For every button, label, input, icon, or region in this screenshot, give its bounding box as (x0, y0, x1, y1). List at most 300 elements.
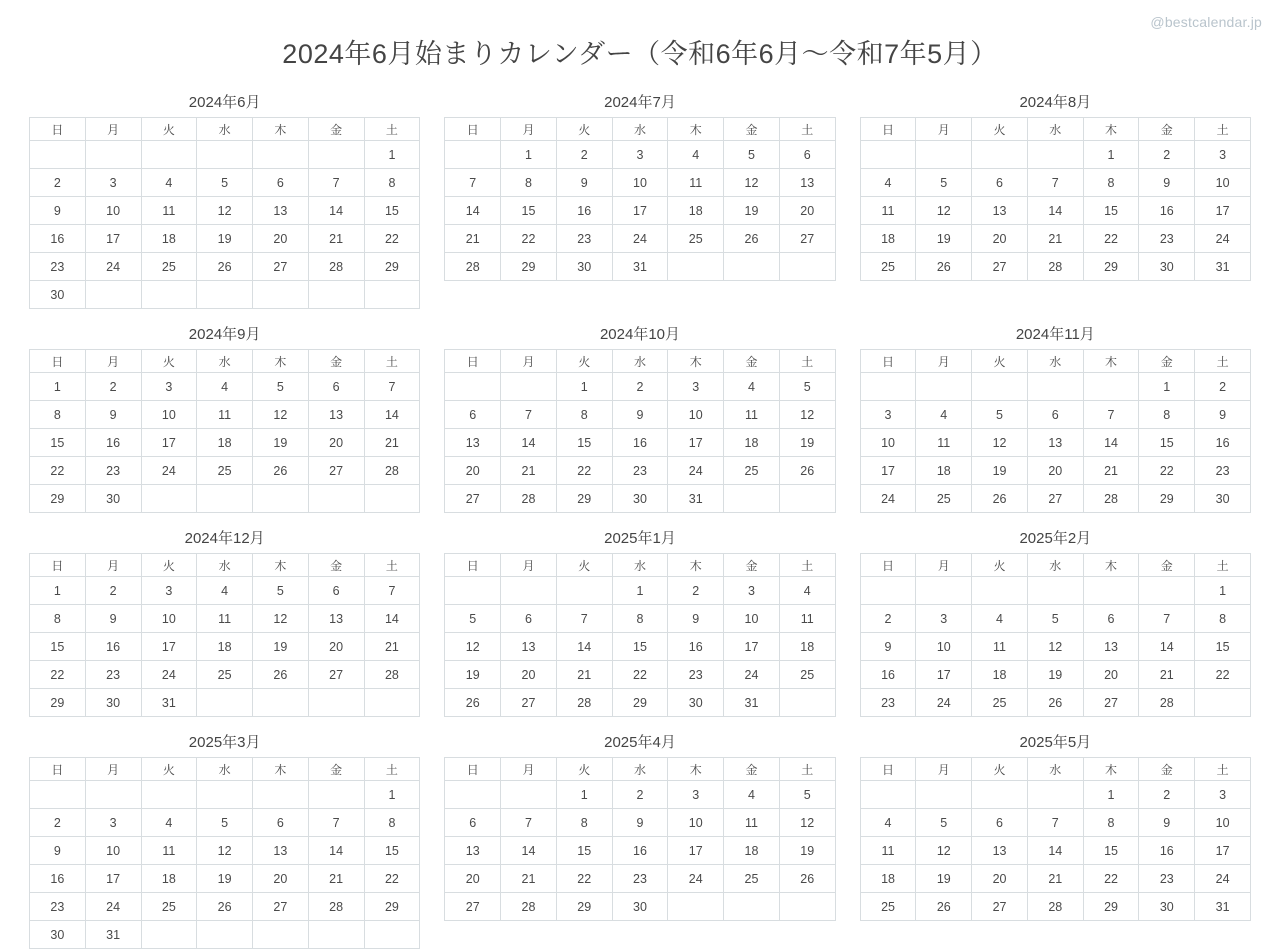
day-cell[interactable]: 27 (308, 661, 364, 689)
day-cell[interactable]: 20 (779, 197, 835, 225)
day-cell[interactable]: 7 (364, 577, 420, 605)
day-cell[interactable]: 10 (668, 401, 724, 429)
day-cell[interactable]: 9 (612, 401, 668, 429)
day-cell[interactable]: 27 (501, 689, 557, 717)
day-cell[interactable]: 13 (253, 197, 309, 225)
day-cell[interactable]: 22 (1083, 865, 1139, 893)
day-cell[interactable]: 9 (668, 605, 724, 633)
day-cell[interactable]: 6 (501, 605, 557, 633)
day-cell[interactable]: 25 (724, 865, 780, 893)
day-cell[interactable]: 26 (916, 893, 972, 921)
day-cell[interactable]: 8 (612, 605, 668, 633)
day-cell[interactable]: 21 (556, 661, 612, 689)
day-cell[interactable]: 21 (1083, 457, 1139, 485)
day-cell[interactable]: 1 (556, 373, 612, 401)
day-cell[interactable]: 23 (1195, 457, 1251, 485)
day-cell[interactable]: 25 (972, 689, 1028, 717)
day-cell[interactable]: 12 (197, 837, 253, 865)
day-cell[interactable]: 22 (364, 865, 420, 893)
day-cell[interactable]: 11 (141, 197, 197, 225)
day-cell[interactable]: 12 (253, 605, 309, 633)
day-cell[interactable]: 1 (1083, 781, 1139, 809)
day-cell[interactable]: 13 (972, 197, 1028, 225)
day-cell[interactable]: 2 (85, 373, 141, 401)
day-cell[interactable]: 30 (612, 893, 668, 921)
day-cell[interactable]: 17 (724, 633, 780, 661)
day-cell[interactable]: 1 (30, 373, 86, 401)
day-cell[interactable]: 17 (141, 429, 197, 457)
day-cell[interactable]: 11 (972, 633, 1028, 661)
day-cell[interactable]: 8 (30, 401, 86, 429)
day-cell[interactable]: 20 (972, 865, 1028, 893)
day-cell[interactable]: 1 (1083, 141, 1139, 169)
day-cell[interactable]: 7 (1083, 401, 1139, 429)
day-cell[interactable]: 18 (779, 633, 835, 661)
day-cell[interactable]: 17 (1195, 837, 1251, 865)
day-cell[interactable]: 30 (1195, 485, 1251, 513)
day-cell[interactable]: 21 (364, 633, 420, 661)
day-cell[interactable]: 19 (197, 865, 253, 893)
day-cell[interactable]: 22 (612, 661, 668, 689)
day-cell[interactable]: 11 (668, 169, 724, 197)
day-cell[interactable]: 23 (30, 253, 86, 281)
day-cell[interactable]: 8 (30, 605, 86, 633)
day-cell[interactable]: 3 (141, 373, 197, 401)
day-cell[interactable]: 6 (445, 809, 501, 837)
day-cell[interactable]: 23 (556, 225, 612, 253)
day-cell[interactable]: 4 (860, 809, 916, 837)
day-cell[interactable]: 12 (916, 837, 972, 865)
day-cell[interactable]: 22 (556, 865, 612, 893)
day-cell[interactable]: 19 (1027, 661, 1083, 689)
day-cell[interactable]: 28 (1027, 253, 1083, 281)
day-cell[interactable]: 10 (85, 197, 141, 225)
day-cell[interactable]: 19 (916, 225, 972, 253)
day-cell[interactable]: 17 (1195, 197, 1251, 225)
day-cell[interactable]: 30 (30, 281, 86, 309)
day-cell[interactable]: 28 (1027, 893, 1083, 921)
day-cell[interactable]: 7 (501, 401, 557, 429)
day-cell[interactable]: 28 (1139, 689, 1195, 717)
day-cell[interactable]: 26 (779, 457, 835, 485)
day-cell[interactable]: 29 (1083, 893, 1139, 921)
day-cell[interactable]: 3 (612, 141, 668, 169)
day-cell[interactable]: 2 (1139, 781, 1195, 809)
day-cell[interactable]: 1 (612, 577, 668, 605)
day-cell[interactable]: 3 (668, 781, 724, 809)
day-cell[interactable]: 26 (724, 225, 780, 253)
day-cell[interactable]: 9 (85, 605, 141, 633)
day-cell[interactable]: 27 (779, 225, 835, 253)
day-cell[interactable]: 15 (1083, 197, 1139, 225)
day-cell[interactable]: 23 (85, 661, 141, 689)
day-cell[interactable]: 25 (141, 253, 197, 281)
day-cell[interactable]: 1 (556, 781, 612, 809)
day-cell[interactable]: 17 (916, 661, 972, 689)
day-cell[interactable]: 14 (364, 401, 420, 429)
day-cell[interactable]: 30 (668, 689, 724, 717)
day-cell[interactable]: 31 (612, 253, 668, 281)
day-cell[interactable]: 2 (30, 809, 86, 837)
day-cell[interactable]: 25 (141, 893, 197, 921)
day-cell[interactable]: 20 (308, 633, 364, 661)
day-cell[interactable]: 1 (30, 577, 86, 605)
day-cell[interactable]: 5 (445, 605, 501, 633)
day-cell[interactable]: 2 (612, 373, 668, 401)
day-cell[interactable]: 9 (1195, 401, 1251, 429)
day-cell[interactable]: 5 (779, 781, 835, 809)
day-cell[interactable]: 16 (1195, 429, 1251, 457)
day-cell[interactable]: 29 (30, 689, 86, 717)
day-cell[interactable]: 17 (668, 429, 724, 457)
day-cell[interactable]: 16 (30, 225, 86, 253)
day-cell[interactable]: 20 (972, 225, 1028, 253)
day-cell[interactable]: 23 (1139, 225, 1195, 253)
day-cell[interactable]: 27 (308, 457, 364, 485)
day-cell[interactable]: 9 (556, 169, 612, 197)
day-cell[interactable]: 30 (1139, 893, 1195, 921)
day-cell[interactable]: 16 (556, 197, 612, 225)
day-cell[interactable]: 20 (253, 865, 309, 893)
day-cell[interactable]: 26 (779, 865, 835, 893)
day-cell[interactable]: 14 (1027, 197, 1083, 225)
day-cell[interactable]: 11 (724, 809, 780, 837)
day-cell[interactable]: 22 (1139, 457, 1195, 485)
day-cell[interactable]: 23 (30, 893, 86, 921)
day-cell[interactable]: 11 (197, 401, 253, 429)
day-cell[interactable]: 3 (724, 577, 780, 605)
day-cell[interactable]: 7 (1027, 169, 1083, 197)
day-cell[interactable]: 22 (1083, 225, 1139, 253)
day-cell[interactable]: 10 (612, 169, 668, 197)
day-cell[interactable]: 27 (1027, 485, 1083, 513)
day-cell[interactable]: 5 (197, 809, 253, 837)
day-cell[interactable]: 29 (556, 893, 612, 921)
day-cell[interactable]: 11 (916, 429, 972, 457)
day-cell[interactable]: 9 (1139, 809, 1195, 837)
day-cell[interactable]: 4 (141, 169, 197, 197)
day-cell[interactable]: 4 (197, 577, 253, 605)
day-cell[interactable]: 14 (308, 837, 364, 865)
day-cell[interactable]: 26 (1027, 689, 1083, 717)
day-cell[interactable]: 7 (501, 809, 557, 837)
day-cell[interactable]: 27 (972, 893, 1028, 921)
day-cell[interactable]: 26 (197, 893, 253, 921)
day-cell[interactable]: 26 (253, 661, 309, 689)
day-cell[interactable]: 2 (1139, 141, 1195, 169)
day-cell[interactable]: 15 (364, 837, 420, 865)
day-cell[interactable]: 22 (30, 661, 86, 689)
day-cell[interactable]: 18 (860, 865, 916, 893)
day-cell[interactable]: 16 (30, 865, 86, 893)
day-cell[interactable]: 24 (724, 661, 780, 689)
day-cell[interactable]: 12 (445, 633, 501, 661)
day-cell[interactable]: 19 (724, 197, 780, 225)
day-cell[interactable]: 31 (1195, 253, 1251, 281)
day-cell[interactable]: 15 (1139, 429, 1195, 457)
day-cell[interactable]: 3 (141, 577, 197, 605)
day-cell[interactable]: 25 (197, 457, 253, 485)
day-cell[interactable]: 4 (724, 781, 780, 809)
day-cell[interactable]: 1 (364, 781, 420, 809)
day-cell[interactable]: 13 (501, 633, 557, 661)
day-cell[interactable]: 7 (308, 169, 364, 197)
day-cell[interactable]: 5 (724, 141, 780, 169)
day-cell[interactable]: 21 (1027, 225, 1083, 253)
day-cell[interactable]: 21 (445, 225, 501, 253)
day-cell[interactable]: 2 (85, 577, 141, 605)
day-cell[interactable]: 20 (445, 457, 501, 485)
day-cell[interactable]: 16 (612, 429, 668, 457)
day-cell[interactable]: 9 (1139, 169, 1195, 197)
day-cell[interactable]: 14 (1027, 837, 1083, 865)
day-cell[interactable]: 24 (85, 893, 141, 921)
day-cell[interactable]: 7 (445, 169, 501, 197)
day-cell[interactable]: 23 (1139, 865, 1195, 893)
day-cell[interactable]: 11 (860, 197, 916, 225)
day-cell[interactable]: 9 (30, 837, 86, 865)
day-cell[interactable]: 28 (364, 457, 420, 485)
day-cell[interactable]: 6 (445, 401, 501, 429)
day-cell[interactable]: 20 (253, 225, 309, 253)
day-cell[interactable]: 17 (860, 457, 916, 485)
day-cell[interactable]: 7 (1139, 605, 1195, 633)
day-cell[interactable]: 31 (85, 921, 141, 949)
day-cell[interactable]: 4 (141, 809, 197, 837)
day-cell[interactable]: 26 (253, 457, 309, 485)
day-cell[interactable]: 9 (860, 633, 916, 661)
day-cell[interactable]: 5 (972, 401, 1028, 429)
day-cell[interactable]: 4 (860, 169, 916, 197)
day-cell[interactable]: 28 (445, 253, 501, 281)
day-cell[interactable]: 6 (308, 373, 364, 401)
day-cell[interactable]: 27 (253, 253, 309, 281)
day-cell[interactable]: 6 (972, 809, 1028, 837)
day-cell[interactable]: 15 (612, 633, 668, 661)
day-cell[interactable]: 3 (85, 169, 141, 197)
day-cell[interactable]: 18 (724, 837, 780, 865)
day-cell[interactable]: 21 (1139, 661, 1195, 689)
day-cell[interactable]: 15 (556, 429, 612, 457)
day-cell[interactable]: 14 (445, 197, 501, 225)
day-cell[interactable]: 28 (308, 893, 364, 921)
day-cell[interactable]: 14 (501, 837, 557, 865)
day-cell[interactable]: 24 (1195, 225, 1251, 253)
day-cell[interactable]: 3 (1195, 141, 1251, 169)
day-cell[interactable]: 23 (668, 661, 724, 689)
day-cell[interactable]: 13 (1027, 429, 1083, 457)
day-cell[interactable]: 12 (253, 401, 309, 429)
day-cell[interactable]: 6 (253, 169, 309, 197)
day-cell[interactable]: 3 (668, 373, 724, 401)
day-cell[interactable]: 11 (860, 837, 916, 865)
day-cell[interactable]: 2 (860, 605, 916, 633)
day-cell[interactable]: 12 (972, 429, 1028, 457)
day-cell[interactable]: 11 (724, 401, 780, 429)
day-cell[interactable]: 19 (779, 837, 835, 865)
day-cell[interactable]: 12 (916, 197, 972, 225)
day-cell[interactable]: 11 (779, 605, 835, 633)
day-cell[interactable]: 27 (972, 253, 1028, 281)
day-cell[interactable]: 23 (860, 689, 916, 717)
day-cell[interactable]: 28 (1083, 485, 1139, 513)
day-cell[interactable]: 16 (85, 429, 141, 457)
day-cell[interactable]: 5 (1027, 605, 1083, 633)
day-cell[interactable]: 8 (1083, 809, 1139, 837)
day-cell[interactable]: 24 (668, 865, 724, 893)
day-cell[interactable]: 21 (364, 429, 420, 457)
day-cell[interactable]: 31 (724, 689, 780, 717)
day-cell[interactable]: 8 (1139, 401, 1195, 429)
day-cell[interactable]: 7 (556, 605, 612, 633)
day-cell[interactable]: 31 (141, 689, 197, 717)
day-cell[interactable]: 19 (445, 661, 501, 689)
day-cell[interactable]: 15 (30, 429, 86, 457)
day-cell[interactable]: 21 (501, 865, 557, 893)
day-cell[interactable]: 19 (916, 865, 972, 893)
day-cell[interactable]: 4 (916, 401, 972, 429)
day-cell[interactable]: 13 (1083, 633, 1139, 661)
day-cell[interactable]: 19 (972, 457, 1028, 485)
day-cell[interactable]: 13 (308, 605, 364, 633)
day-cell[interactable]: 17 (141, 633, 197, 661)
day-cell[interactable]: 5 (197, 169, 253, 197)
day-cell[interactable]: 16 (1139, 197, 1195, 225)
day-cell[interactable]: 10 (85, 837, 141, 865)
day-cell[interactable]: 6 (308, 577, 364, 605)
day-cell[interactable]: 10 (141, 401, 197, 429)
day-cell[interactable]: 21 (1027, 865, 1083, 893)
day-cell[interactable]: 16 (860, 661, 916, 689)
day-cell[interactable]: 2 (612, 781, 668, 809)
day-cell[interactable]: 24 (668, 457, 724, 485)
day-cell[interactable]: 6 (1027, 401, 1083, 429)
day-cell[interactable]: 3 (1195, 781, 1251, 809)
day-cell[interactable]: 6 (779, 141, 835, 169)
day-cell[interactable]: 30 (85, 485, 141, 513)
day-cell[interactable]: 25 (860, 893, 916, 921)
day-cell[interactable]: 19 (779, 429, 835, 457)
day-cell[interactable]: 25 (916, 485, 972, 513)
day-cell[interactable]: 10 (724, 605, 780, 633)
day-cell[interactable]: 3 (860, 401, 916, 429)
day-cell[interactable]: 9 (30, 197, 86, 225)
day-cell[interactable]: 2 (30, 169, 86, 197)
day-cell[interactable]: 2 (1195, 373, 1251, 401)
day-cell[interactable]: 6 (253, 809, 309, 837)
day-cell[interactable]: 4 (972, 605, 1028, 633)
day-cell[interactable]: 18 (141, 865, 197, 893)
day-cell[interactable]: 17 (668, 837, 724, 865)
day-cell[interactable]: 1 (1195, 577, 1251, 605)
day-cell[interactable]: 13 (445, 429, 501, 457)
day-cell[interactable]: 29 (30, 485, 86, 513)
day-cell[interactable]: 14 (1139, 633, 1195, 661)
day-cell[interactable]: 25 (860, 253, 916, 281)
day-cell[interactable]: 21 (308, 865, 364, 893)
day-cell[interactable]: 4 (668, 141, 724, 169)
day-cell[interactable]: 22 (364, 225, 420, 253)
day-cell[interactable]: 2 (556, 141, 612, 169)
day-cell[interactable]: 30 (612, 485, 668, 513)
day-cell[interactable]: 25 (668, 225, 724, 253)
day-cell[interactable]: 14 (501, 429, 557, 457)
day-cell[interactable]: 18 (668, 197, 724, 225)
day-cell[interactable]: 13 (972, 837, 1028, 865)
day-cell[interactable]: 27 (253, 893, 309, 921)
day-cell[interactable]: 19 (253, 429, 309, 457)
day-cell[interactable]: 16 (1139, 837, 1195, 865)
day-cell[interactable]: 16 (612, 837, 668, 865)
day-cell[interactable]: 19 (253, 633, 309, 661)
day-cell[interactable]: 26 (916, 253, 972, 281)
day-cell[interactable]: 31 (1195, 893, 1251, 921)
day-cell[interactable]: 10 (860, 429, 916, 457)
day-cell[interactable]: 27 (1083, 689, 1139, 717)
day-cell[interactable]: 3 (916, 605, 972, 633)
day-cell[interactable]: 25 (197, 661, 253, 689)
day-cell[interactable]: 7 (364, 373, 420, 401)
day-cell[interactable]: 24 (1195, 865, 1251, 893)
day-cell[interactable]: 20 (445, 865, 501, 893)
day-cell[interactable]: 24 (860, 485, 916, 513)
day-cell[interactable]: 30 (30, 921, 86, 949)
day-cell[interactable]: 28 (308, 253, 364, 281)
day-cell[interactable]: 15 (364, 197, 420, 225)
day-cell[interactable]: 18 (197, 429, 253, 457)
day-cell[interactable]: 18 (141, 225, 197, 253)
day-cell[interactable]: 13 (253, 837, 309, 865)
day-cell[interactable]: 16 (668, 633, 724, 661)
day-cell[interactable]: 22 (501, 225, 557, 253)
day-cell[interactable]: 4 (779, 577, 835, 605)
day-cell[interactable]: 24 (85, 253, 141, 281)
day-cell[interactable]: 15 (501, 197, 557, 225)
day-cell[interactable]: 13 (779, 169, 835, 197)
day-cell[interactable]: 12 (779, 809, 835, 837)
day-cell[interactable]: 12 (1027, 633, 1083, 661)
day-cell[interactable]: 12 (724, 169, 780, 197)
day-cell[interactable]: 4 (724, 373, 780, 401)
day-cell[interactable]: 29 (556, 485, 612, 513)
day-cell[interactable]: 28 (501, 485, 557, 513)
day-cell[interactable]: 10 (141, 605, 197, 633)
day-cell[interactable]: 21 (308, 225, 364, 253)
day-cell[interactable]: 29 (1139, 485, 1195, 513)
day-cell[interactable]: 30 (85, 689, 141, 717)
day-cell[interactable]: 3 (85, 809, 141, 837)
day-cell[interactable]: 22 (30, 457, 86, 485)
day-cell[interactable]: 18 (972, 661, 1028, 689)
day-cell[interactable]: 8 (1083, 169, 1139, 197)
day-cell[interactable]: 15 (30, 633, 86, 661)
day-cell[interactable]: 30 (1139, 253, 1195, 281)
day-cell[interactable]: 1 (501, 141, 557, 169)
day-cell[interactable]: 18 (860, 225, 916, 253)
day-cell[interactable]: 20 (1083, 661, 1139, 689)
day-cell[interactable]: 31 (668, 485, 724, 513)
day-cell[interactable]: 28 (501, 893, 557, 921)
day-cell[interactable]: 17 (85, 865, 141, 893)
day-cell[interactable]: 20 (308, 429, 364, 457)
day-cell[interactable]: 5 (916, 169, 972, 197)
day-cell[interactable]: 29 (364, 253, 420, 281)
day-cell[interactable]: 14 (308, 197, 364, 225)
day-cell[interactable]: 6 (1083, 605, 1139, 633)
day-cell[interactable]: 17 (85, 225, 141, 253)
day-cell[interactable]: 18 (916, 457, 972, 485)
day-cell[interactable]: 25 (779, 661, 835, 689)
